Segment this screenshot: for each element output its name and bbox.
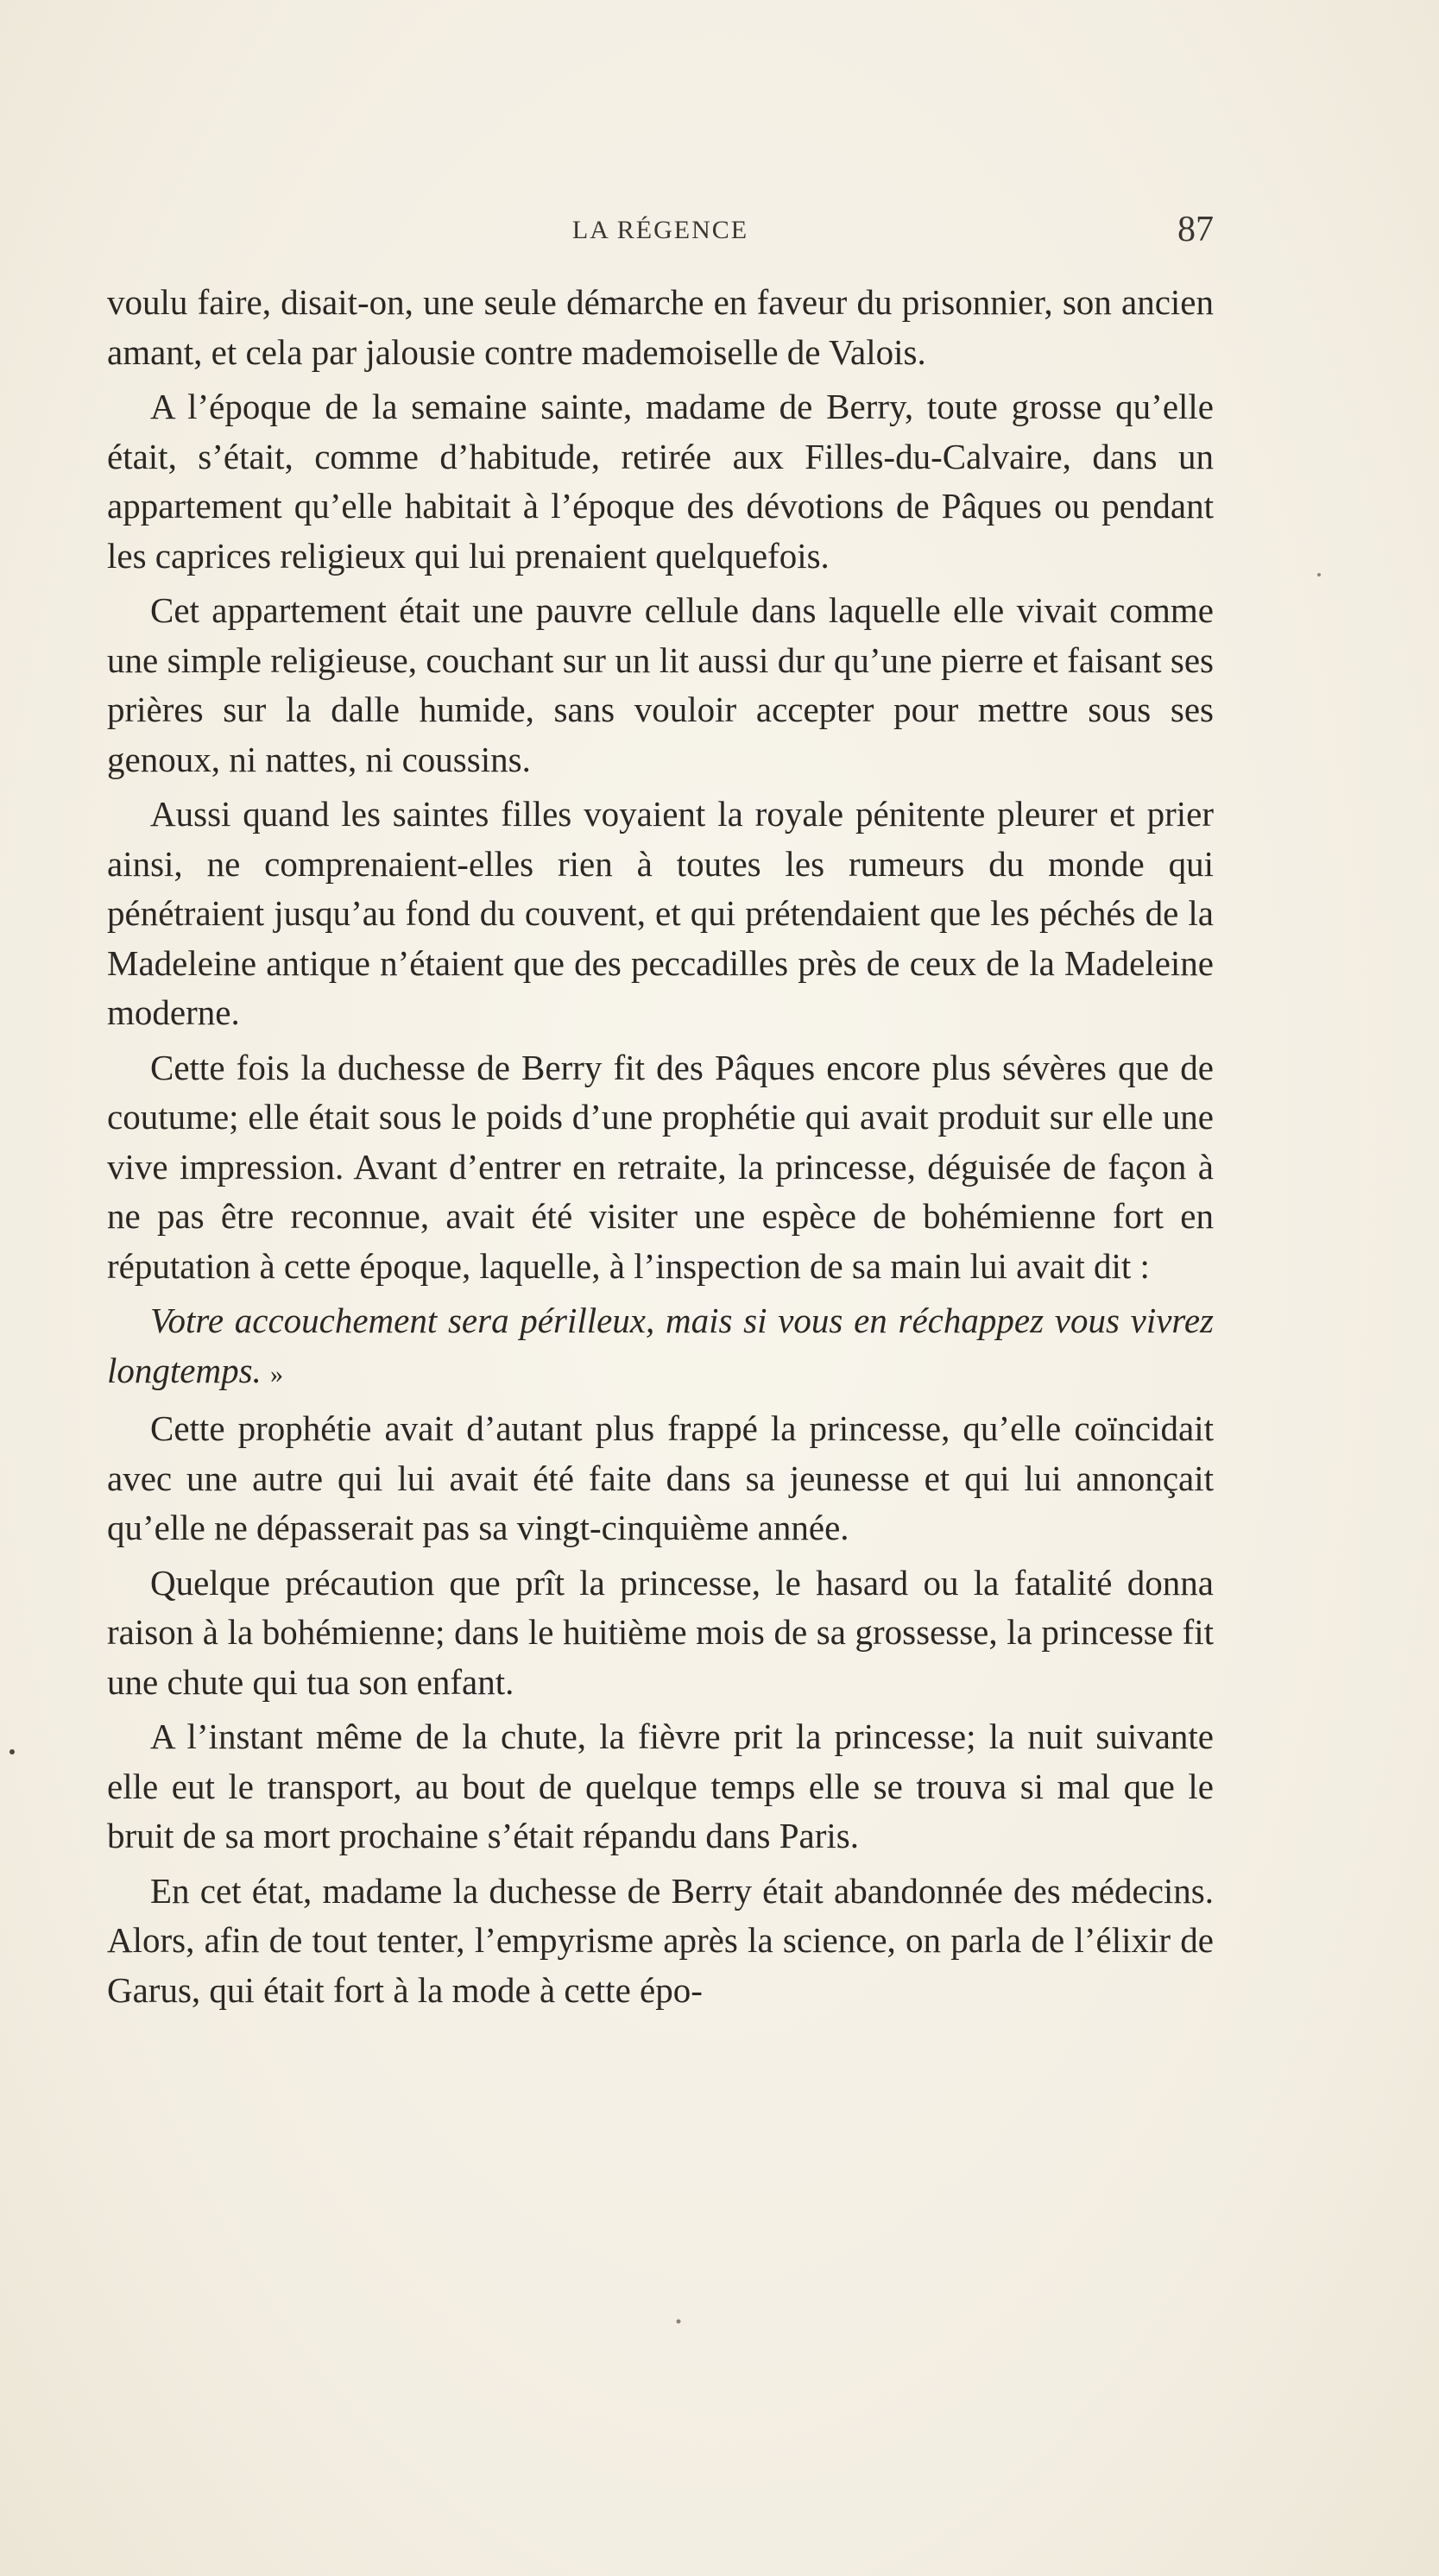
running-title: LA RÉGENCE	[571, 216, 749, 244]
paragraph-5: Cette fois la duchesse de Berry fit des Pâques encore plus sévères que de coutume; elle était sous le poids d’une prophétie qui avait produit sur elle une vive impression. Avant d’entrer en retraite, la princesse, déguisée de façon à ne pas être reconnue, avait été visiter une espèce de bohémienne fort en réputation à cette époque, laquelle, à l’inspection de sa main lui avait dit :	[107, 1047, 1214, 1286]
prophecy-quote	[107, 1296, 1214, 1399]
paragraph-2: A l’époque de la semaine sainte, madame de Berry, toute grosse qu’elle était, s’était, comme d’habitude, retirée aux Filles-du-Calvaire, dans un appartement qu’elle habitait à l’époque des dévotions de Pâques ou pendant les caprices religieux qui lui prenaient quelquefois.	[107, 387, 1214, 576]
paragraph-1: voulu faire, disait-on, une seule démarche en faveur du prisonnier, son ancien amant, et cela par jalousie contre mademoiselle de Valois.	[107, 282, 1214, 372]
paragraph-4: Aussi quand les saintes filles voyaient la royale pénitente pleurer et prier ainsi, ne comprenaient-elles rien à toutes les rumeurs du monde qui pénétraient jusqu’au fond du couvent, et qui prétendaient que les péchés de la Madeleine antique n’étaient que des peccadilles près de ceux de la Madeleine moderne.	[107, 794, 1214, 1032]
quote-text: Votre accouchement sera périlleux, mais si vous en réchappez vous vivrez longtemps.	[107, 1301, 1214, 1390]
paragraph-8: A l’instant même de la chute, la fièvre prit la princesse; la nuit suivante elle eut le transport, au bout de quelque temps elle se trouva si mal que le bruit de sa mort prochaine s’était répandu dans Paris.	[107, 1716, 1214, 1855]
page-header	[107, 209, 1214, 261]
paper-speck	[9, 1749, 15, 1754]
paragraph-6: Cette prophétie avait d’autant plus frappé la princesse, qu’elle coïncidait avec une autre qui lui avait été faite dans sa jeunesse et qui lui annonçait qu’elle ne dépasserait pas sa vingt-cinquième année.	[107, 1408, 1214, 1547]
quote-closing-mark: »	[270, 1359, 284, 1389]
body-text	[107, 278, 1214, 2020]
page-number: 87	[1177, 210, 1214, 249]
paragraph-3: Cet appartement était une pauvre cellule dans laquelle elle vivait comme une simple religieuse, couchant sur un lit aussi dur qu’une pierre et faisant ses prières sur la dalle humide, sans vouloir accepter pour mettre sous ses genoux, ni nattes, ni coussins.	[107, 590, 1214, 779]
paragraph-7: Quelque précaution que prît la princesse, le hasard ou la fatalité donna raison à la bohémienne; dans le huitième mois de sa grossesse, la princesse fit une chute qui tua son enfant.	[107, 1562, 1214, 1702]
paragraph-9: En cet état, madame la duchesse de Berry était abandonnée des médecins. Alors, afin de tout tenter, l’empyrisme après la science, on parla de l’élixir de Garus, qui était fort à la mode à cette épo-	[107, 1870, 1214, 2010]
paper-speck	[1317, 573, 1321, 576]
paper-speck	[677, 2320, 681, 2324]
